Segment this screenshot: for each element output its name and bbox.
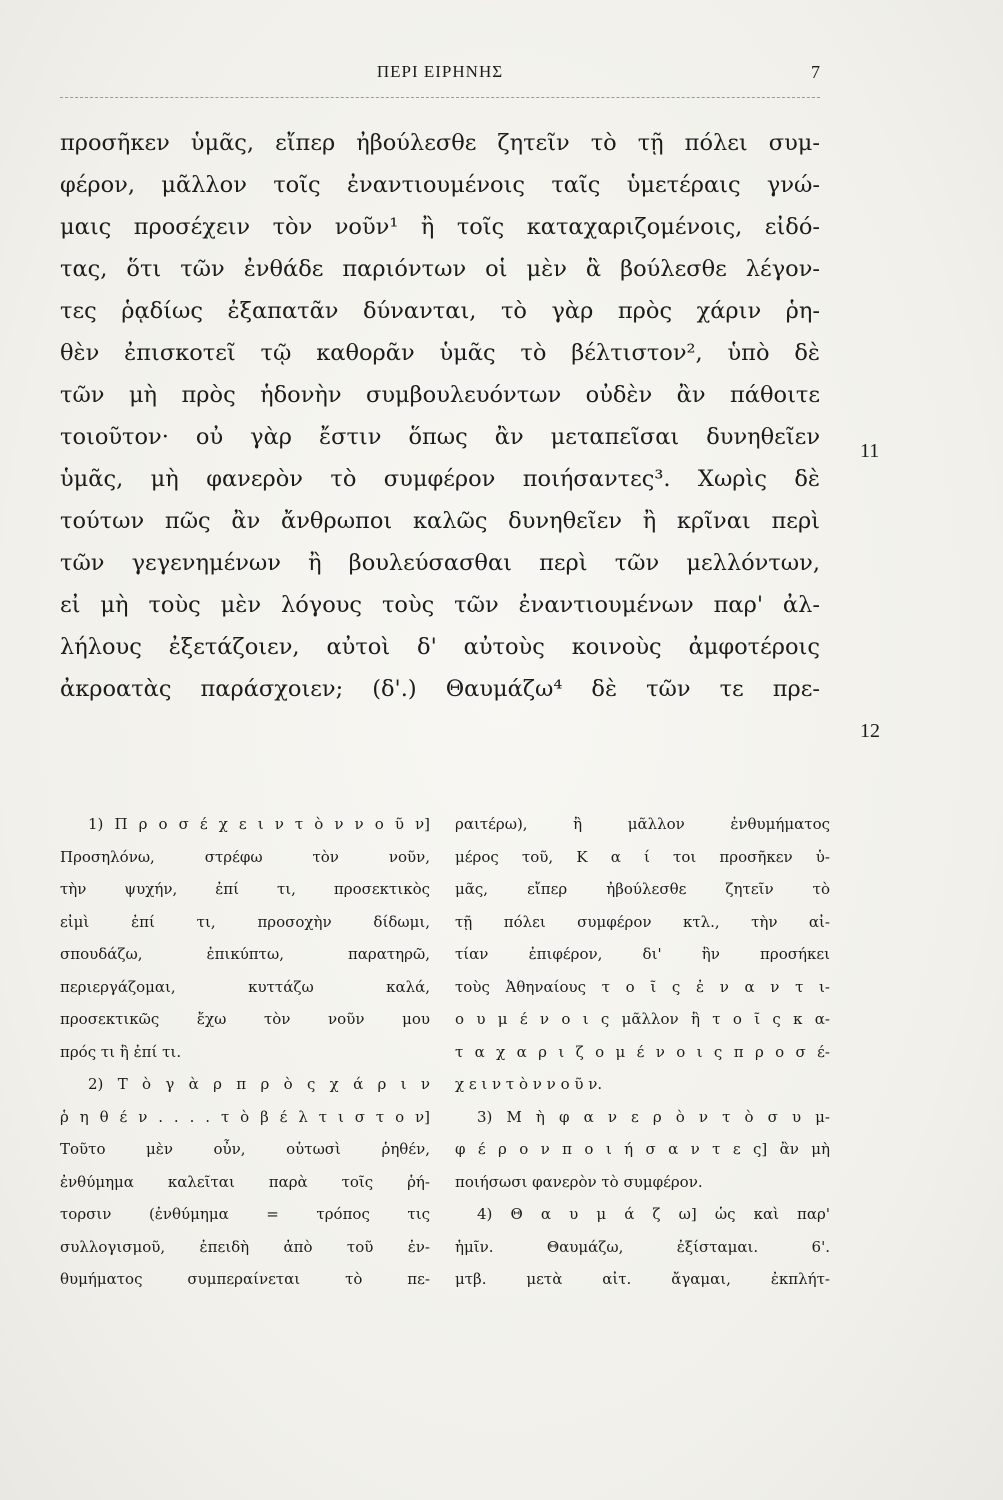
footnote-line: τίαν ἐπιφέρον, δι' ἣν προσήκει bbox=[455, 945, 830, 963]
footnote-line: τοὺς Ἀθηναίους τ ο ῖ ς ἐ ν α ν τ ι- bbox=[455, 977, 830, 996]
running-title: ΠΕΡΙ ΕΙΡΗΝΗΣ bbox=[376, 62, 504, 81]
text-line: θὲν ἐπισκοτεῖ τῷ καθορᾶν ὑμᾶς τὸ βέλτιστον², ὑπὸ δὲ bbox=[60, 340, 820, 366]
page-number: 7 bbox=[811, 62, 820, 82]
text-line: προσῆκεν ὑμᾶς, εἴπερ ἠβούλεσθε ζητεῖν τὸ τῇ πόλει συμ- bbox=[60, 130, 820, 156]
text-line: τῶν μὴ πρὸς ἡδονὴν συμβουλευόντων οὐδὲν ἂν πάθοιτε bbox=[60, 382, 820, 408]
running-head bbox=[60, 62, 820, 92]
footnote-line: τ α χ α ρ ι ζ ο μ έ ν ο ι ς π ρ ο σ έ- bbox=[455, 1042, 830, 1061]
footnote-line: 4) Θ α υ μ ά ζ ω] ὡς καὶ παρ' bbox=[477, 1205, 830, 1223]
footnote-line: ῥ η θ έ ν . . . . τ ὸ β έ λ τ ι σ τ ο ν] bbox=[60, 1107, 430, 1126]
text-line: μαις προσέχειν τὸν νοῦν¹ ἢ τοῖς καταχαριζομένοις, εἰδό- bbox=[60, 214, 820, 240]
text-line: ὑμᾶς, μὴ φανερὸν τὸ συμφέρον ποιήσαντες³. Χωρὶς δὲ bbox=[60, 466, 820, 492]
footnote-line: τῇ πόλει συμφέρον κτλ., τὴν αἰ- bbox=[455, 912, 830, 931]
footnote-line: περιεργάζομαι, κυττάζω καλά, bbox=[60, 977, 430, 996]
text-line: τας, ὅτι τῶν ἐνθάδε παριόντων οἱ μὲν ἃ βούλεσθε λέγον- bbox=[60, 256, 820, 282]
header-rule bbox=[60, 97, 820, 98]
footnote-line: ραιτέρω), ἢ μᾶλλον ἐνθυμήματος bbox=[455, 815, 830, 833]
section-number-11: 11 bbox=[860, 440, 880, 462]
footnote-line: τὴν ψυχήν, ἐπί τι, προσεκτικὸς bbox=[60, 880, 430, 898]
footnote-line: τορσιν (ἐνθύμημα = τρόπος τις bbox=[60, 1205, 430, 1223]
footnote-line: εἰμὶ ἐπί τι, προσοχὴν δίδωμι, bbox=[60, 912, 430, 931]
footnote-line: σπουδάζω, ἐπικύπτω, παρατηρῶ, bbox=[60, 945, 430, 963]
text-line: τῶν γεγενημένων ἢ βουλεύσασθαι περὶ τῶν μελλόντων, bbox=[60, 550, 820, 576]
section-number-12: 12 bbox=[860, 720, 880, 742]
footnote-line: φ έ ρ ο ν π ο ι ή σ α ν τ ε ς] ἂν μὴ bbox=[455, 1140, 830, 1158]
footnote-line: 1) Π ρ ο σ έ χ ε ι ν τ ὸ ν ν ο ῦ ν] bbox=[88, 815, 430, 833]
text-line: τούτων πῶς ἂν ἄνθρωποι καλῶς δυνηθεῖεν ἢ κρῖναι περὶ bbox=[60, 508, 820, 534]
footnote-line: 3) Μ ὴ φ α ν ε ρ ὸ ν τ ὸ σ υ μ- bbox=[477, 1107, 830, 1126]
text-line: ἀκροατὰς παράσχοιεν; (δ'.) Θαυμάζω⁴ δὲ τῶν τε πρε- bbox=[60, 676, 820, 702]
footnote-line: μτβ. μετὰ αἰτ. ἄγαμαι, ἐκπλήτ- bbox=[455, 1270, 830, 1288]
footnote-line: ἐνθύμημα καλεῖται παρὰ τοῖς ῥή- bbox=[60, 1172, 430, 1191]
footnotes-left-column bbox=[60, 808, 430, 1296]
footnote-line: χ ε ι ν τ ὸ ν ν ο ῦ ν. bbox=[455, 1075, 603, 1093]
footnote-line: μέρος τοῦ, Κ α ί τοι προσῆκεν ὑ- bbox=[455, 847, 830, 866]
footnote-line: πρός τι ἢ ἐπί τι. bbox=[60, 1042, 182, 1061]
footnote-line: Προσηλόνω, στρέφω τὸν νοῦν, bbox=[60, 847, 430, 866]
text-line: εἰ μὴ τοὺς μὲν λόγους τοὺς τῶν ἐναντιουμένων παρ' ἀλ- bbox=[60, 592, 820, 618]
main-text bbox=[60, 122, 820, 710]
footnote-line: ο υ μ έ ν ο ι ς μᾶλλον ἢ τ ο ῖ ς κ α- bbox=[455, 1010, 830, 1028]
footnote-line: συλλογισμοῦ, ἐπειδὴ ἀπὸ τοῦ ἐν- bbox=[60, 1237, 430, 1256]
text-line: τες ῥᾳδίως ἐξαπατᾶν δύνανται, τὸ γὰρ πρὸς χάριν ῥη- bbox=[60, 298, 820, 324]
footnote-line: μᾶς, εἴπερ ἠβούλεσθε ζητεῖν τὸ bbox=[455, 880, 830, 898]
footnote-line: προσεκτικῶς ἔχω τὸν νοῦν μου bbox=[60, 1010, 430, 1028]
footnotes-right-column bbox=[455, 808, 830, 1296]
footnote-line: ποιήσωσι φανερὸν τὸ συμφέρον. bbox=[455, 1172, 703, 1191]
text-line: λήλους ἐξετάζοιεν, αὐτοὶ δ' αὐτοὺς κοινοὺς ἀμφοτέροις bbox=[60, 634, 820, 660]
text-line: φέρον, μᾶλλον τοῖς ἐναντιουμένοις ταῖς ὑμετέραις γνώ- bbox=[60, 172, 820, 198]
footnote-line: θυμήματος συμπεραίνεται τὸ πε- bbox=[60, 1270, 430, 1288]
footnote-line: 2) Τ ὸ γ ὰ ρ π ρ ὸ ς χ ά ρ ι ν bbox=[88, 1075, 430, 1093]
text-line: τοιοῦτον· οὐ γὰρ ἔστιν ὅπως ἂν μεταπεῖσαι δυνηθεῖεν bbox=[60, 424, 820, 450]
footnote-line: Τοῦτο μὲν οὖν, οὑτωσὶ ῥηθέν, bbox=[60, 1140, 430, 1158]
footnote-line: ἡμῖν. Θαυμάζω, ἐξίσταμαι. 6'. bbox=[455, 1237, 830, 1256]
